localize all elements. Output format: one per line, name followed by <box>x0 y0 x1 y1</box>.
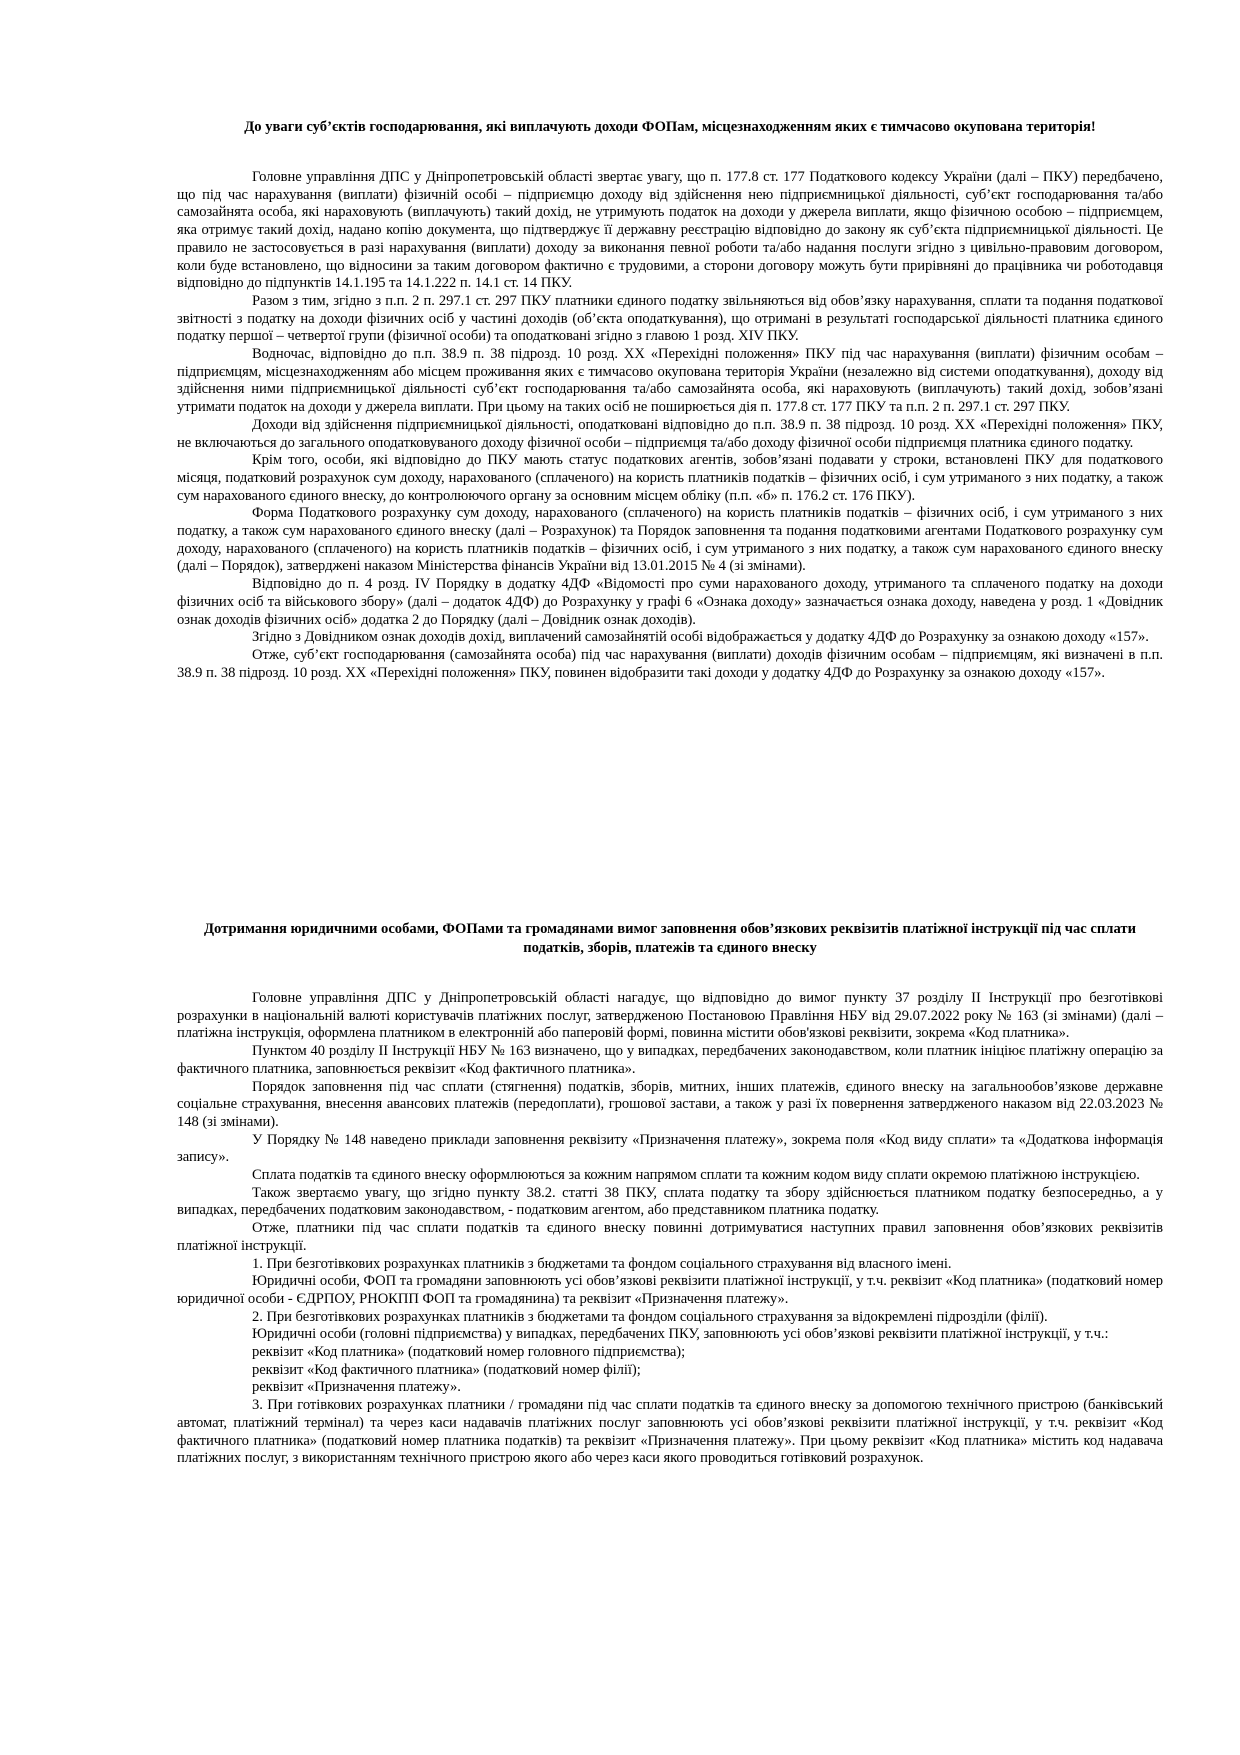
paragraph: У Порядку № 148 наведено приклади заповнення реквізиту «Призначення платежу», зокрема поля «Код виду сплати» та «Додаткова інформація запису». <box>177 1131 1163 1166</box>
section-payment-instruction <box>177 920 1163 1468</box>
paragraph: Юридичні особи (головні підприємства) у випадках, передбачених ПКУ, заповнюють усі обов’язкові реквізити платіжної інструкції, у т.ч.: <box>252 1326 1109 1343</box>
paragraph: Головне управління ДПС у Дніпропетровській області нагадує, що відповідно до вимог пункту 37 розділу II Інструкції про безготівкові розрахунки в національній валюті користувачів платіжних послуг, затвердженою Постановою Правління НБУ від 29.07.2022 року № 163 (зі змінами) (далі – платіжна інструкція, оформлена платником в електронній або паперовій формі, повинна містити обов'язкові реквізити, зокрема «Код платника». <box>177 990 1163 1042</box>
numbered-item: 2. При безготівкових розрахунках платників з бюджетами та фондом соціального страхування за відокремлені підрозділи (філії). <box>252 1308 1048 1325</box>
paragraph: Порядок заповнення під час сплати (стягнення) податків, зборів, митних, інших платежів, єдиного внеску на загальнообов’язкове державне соціальне страхування, внесення авансових платежів (передоплати), грошової застави, а також у разі їх повернення затвердженого наказом від 22.03.2023 № 148 (зі змінами). <box>177 1078 1163 1130</box>
list-item: реквізит «Призначення платежу». <box>252 1379 461 1396</box>
section-occupied-territory <box>177 118 1163 682</box>
numbered-item: 3. При готівкових розрахунках платники / громадяни під час сплати податків та єдиного внеску за допомогою технічного пристрою (банківський автомат, платіжний термінал) та через каси надавачів платіжних послуг заповнюють усі обов’язкові реквізити платіжної інструкції, у т.ч. реквізит «Код фактичного платника» (податковий номер платника податків) та реквізит «Призначення платежу». При цьому реквізит «Код платника» містить код надавача платіжних послуг, з використанням технічного пристрою якого або через каси якого проводиться готівковий розрахунок. <box>177 1397 1163 1467</box>
paragraph: Відповідно до п. 4 розд. IV Порядку в додатку 4ДФ «Відомості про суми нарахованого доходу, утриманого та сплаченого податку на доходи фізичних осіб та військового збору» (далі – додаток 4ДФ) до Розрахунку у графі 6 «Ознака доходу» зазначається ознака доходу, наведена у розд. 1 «Довідник ознак доходів фізичних осіб» додатка 2 до Порядку (далі – Довідник ознак доходів). <box>177 576 1163 628</box>
section-heading: До уваги суб’єктів господарювання, які виплачують доходи ФОПам, місцезнаходженням яких є тимчасово окупована територія! <box>244 119 1096 135</box>
paragraph: Згідно з Довідником ознак доходів дохід, виплачений самозайнятій особі відображається у додатку 4ДФ до Розрахунку за ознакою доходу «157». <box>252 629 1149 646</box>
section-heading: Дотримання юридичними особами, ФОПами та громадянами вимог заповнення обов’язкових реквізитів платіжної інструкції під час сплати податків, зборів, платежів та єдиного внеску <box>204 921 1136 956</box>
paragraph: Головне управління ДПС у Дніпропетровській області звертає увагу, що п. 177.8 ст. 177 Податкового кодексу України (далі – ПКУ) передбачено, що під час нарахування (виплати) фізичній особі – підприємцю доходу від здійснення нею підприємницької діяльності, суб’єкт господарювання та/або самозайнята особа, які нараховують (виплачують) такий дохід, не утримують податок на доходи у джерела виплати, якщо фізичною особою – підприємцем, яка отримує такий дохід, надано копію документа, що підтверджує її державну реєстрацію відповідно до закону як суб’єкта підприємницької діяльності. Це правило не застосовується в разі нарахування (виплати) доходу за виконання певної роботи та/або надання послуги згідно з цивільно-правовим договором, коли буде встановлено, що відносини за таким договором фактично є трудовими, а сторони договору можуть бути прирівняні до працівника чи роботодавця відповідно до підпунктів 14.1.195 та 14.1.222 п. 14.1 ст. 14 ПКУ. <box>177 169 1163 292</box>
paragraph: Пунктом 40 розділу II Інструкції НБУ № 163 визначено, що у випадках, передбачених законодавством, коли платник ініціює платіжну операцію за фактичного платника, заповнюється реквізит «Код фактичного платника». <box>177 1043 1163 1077</box>
paragraph: Отже, суб’єкт господарювання (самозайнята особа) під час нарахування (виплати) доходів фізичним особам – підприємцям, які визначені в п.п. 38.9 п. 38 підрозд. 10 розд. XX «Перехідні положення» ПКУ, повинен відобразити такі доходи у додатку 4ДФ до Розрахунку за ознакою доходу «157». <box>177 646 1163 681</box>
paragraph: Отже, платники під час сплати податків та єдиного внеску повинні дотримуватися наступних правил заповнення обов’язкових реквізитів платіжної інструкції. <box>177 1220 1163 1254</box>
paragraph: Разом з тим, згідно з п.п. 2 п. 297.1 ст. 297 ПКУ платники єдиного податку звільняються від обов’язку нарахування, сплати та подання податкової звітності з податку на доходи фізичних осіб у частині доходів (об’єкта оподаткування), що отримані в результаті господарської діяльності платника єдиного податку першої – четвертої групи (фізичної особи) та оподатковані згідно з главою 1 розд. XIV ПКУ. <box>177 292 1163 345</box>
paragraph: Сплата податків та єдиного внеску оформлюються за кожним напрямом сплати та кожним кодом виду сплати окремою платіжною інструкцією. <box>252 1167 1140 1184</box>
paragraph: Доходи від здійснення підприємницької діяльності, оподатковані відповідно до п.п. 38.9 п. 38 підрозд. 10 розд. XX «Перехідні положення» ПКУ, не включаються до загального оподатковуваного доходу фізичної особи – підприємця та/або доходу фізичної особи підприємця платника єдиного податку. <box>177 416 1163 451</box>
paragraph: Юридичні особи, ФОП та громадяни заповнюють усі обов’язкові реквізити платіжної інструкції, у т.ч. реквізит «Код платника» (податковий номер юридичної особи - ЄДРПОУ, РНОКПП ФОП та громадянина) та реквізит «Призначення платежу». <box>177 1273 1163 1307</box>
paragraph: Водночас, відповідно до п.п. 38.9 п. 38 підрозд. 10 розд. XX «Перехідні положення» ПКУ під час нарахування (виплати) фізичним особам – підприємцям, місцезнаходженням або місцем проживання яких є тимчасово окупована територія України (незалежно від системи оподаткування), доходу від здійснення ними підприємницької діяльності суб’єкт господарювання та/або самозайнята особа, які нараховують (виплачують) такий дохід, зобов’язані утримати податок на доходи у джерела виплати. При цьому на таких осіб не поширюється дія п. 177.8 ст. 177 ПКУ та п.п. 2 п. 297.1 ст. 297 ПКУ. <box>177 346 1163 416</box>
paragraph: Крім того, особи, які відповідно до ПКУ мають статус податкових агентів, зобов’язані подавати у строки, встановлені ПКУ для податкового місяця, податковий розрахунок сум доходу, нарахованого (сплаченого) на користь платників податків – фізичних осіб, і сум утриманого з них податку, а також сум нарахованого єдиного внеску, до контролюючого органу за основним місцем обліку (п.п. «б» п. 176.2 ст. 176 ПКУ). <box>177 452 1163 504</box>
numbered-item: 1. При безготівкових розрахунках платників з бюджетами та фондом соціального страхування від власного імені. <box>252 1255 952 1272</box>
list-item: реквізит «Код платника» (податковий номер головного підприємства); <box>252 1344 686 1361</box>
paragraph: Також звертаємо увагу, що згідно пункту 38.2. статті 38 ПКУ, сплата податку та збору здійснюється платником податку безпосередньо, а у випадках, передбачених податковим законодавством, - податковим агентом, або представником платника податку. <box>177 1184 1163 1219</box>
list-item: реквізит «Код фактичного платника» (податковий номер філії); <box>252 1361 641 1378</box>
paragraph: Форма Податкового розрахунку сум доходу, нарахованого (сплаченого) на користь платників податків – фізичних осіб, і сум утриманого з них податку, а також сум нарахованого єдиного внеску (далі – Розрахунок) та Порядок заповнення та подання податковими агентами Податкового розрахунку сум доходу, нарахованого (сплаченого) на користь платників податків – фізичних осіб, і сум утриманого з них податку, а також сум нарахованого єдиного внеску (далі – Порядок), затверджені наказом Міністерства фінансів України від 13.01.2015 № 4 (зі змінами). <box>177 505 1163 575</box>
